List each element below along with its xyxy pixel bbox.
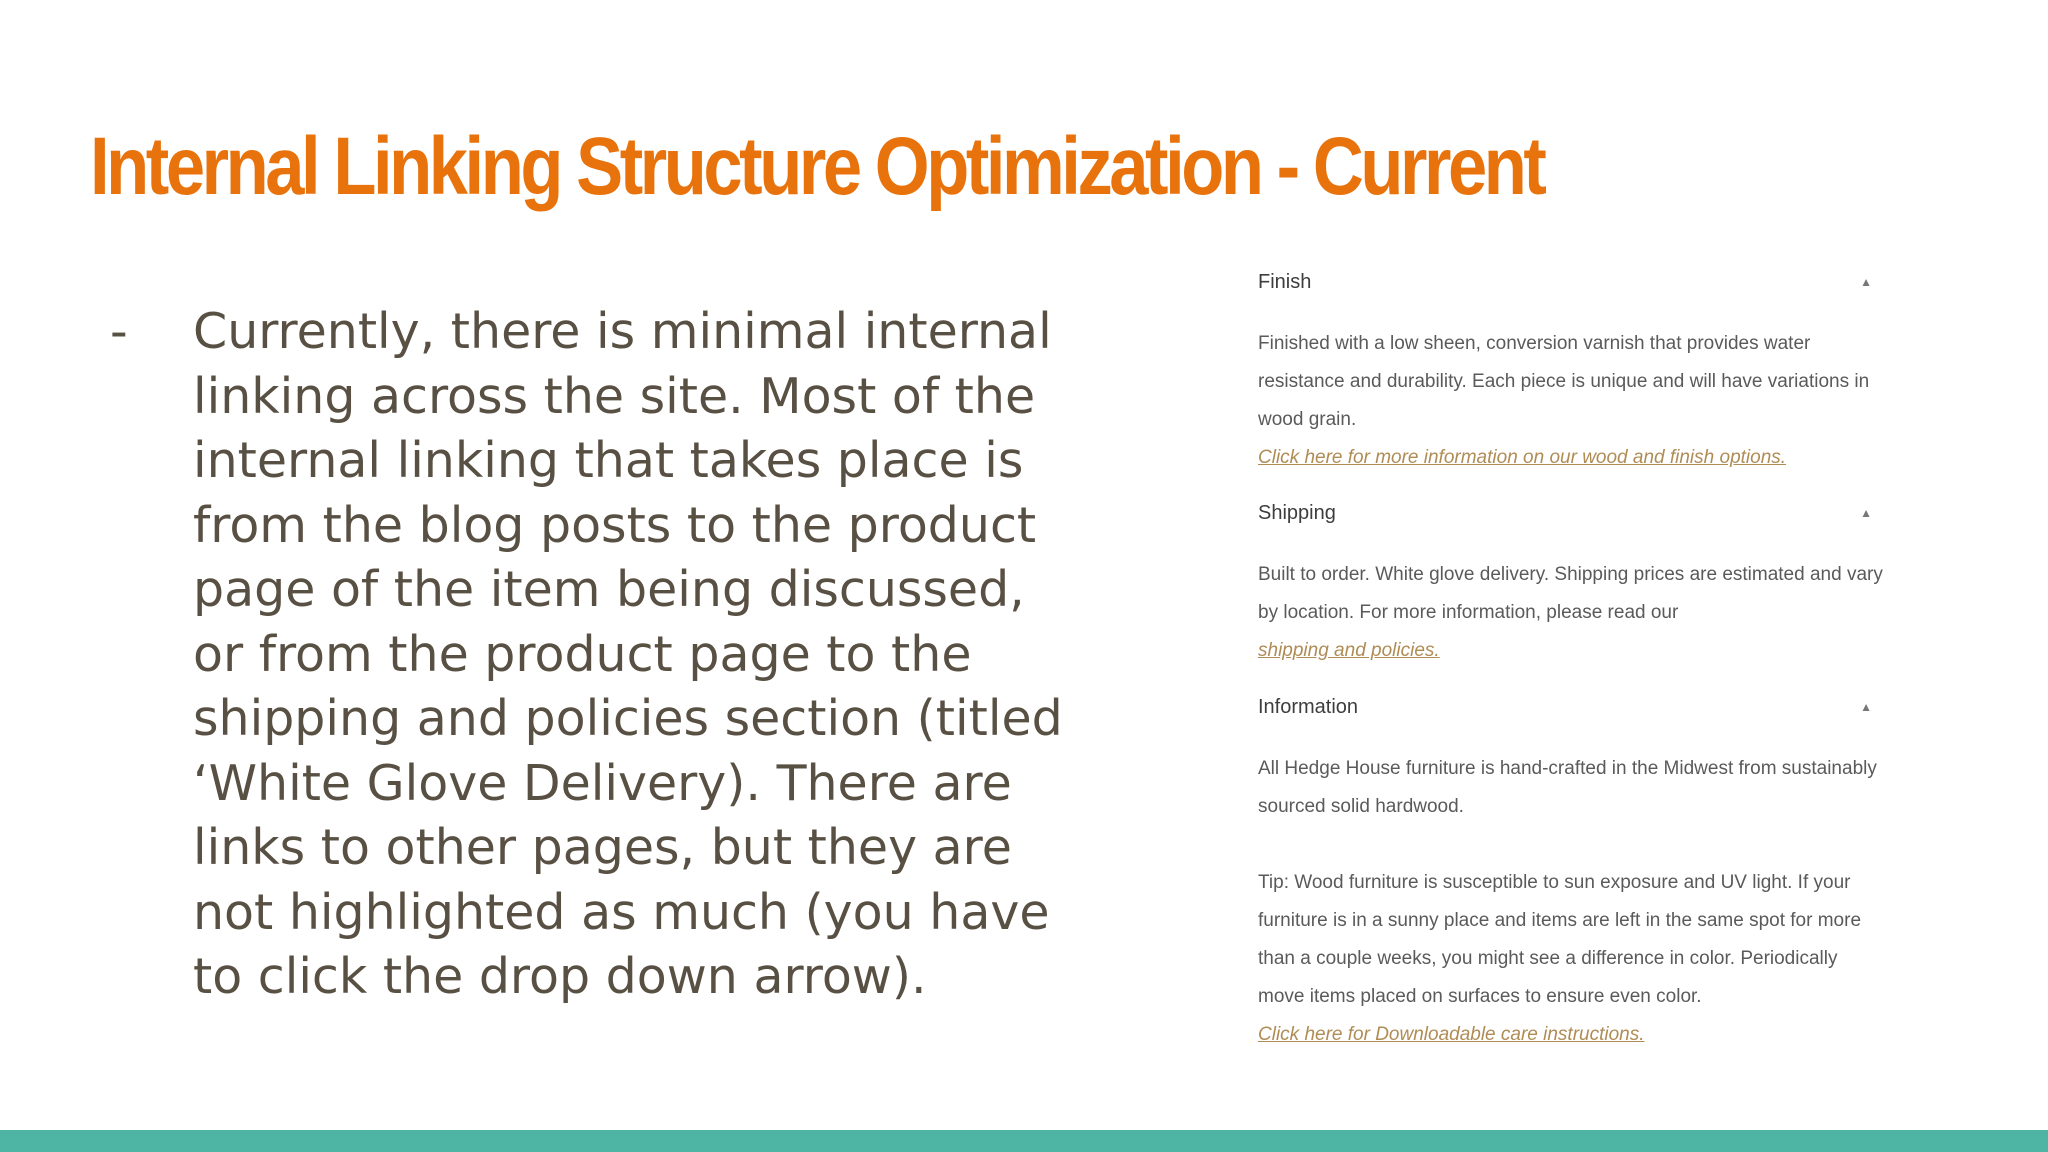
information-description: All Hedge House furniture is hand-crafted in the Midwest from sustainably sourced solid hardwood. bbox=[1258, 758, 1877, 817]
care-instructions-link[interactable]: Click here for Downloadable care instructions. bbox=[1258, 1024, 1645, 1045]
shipping-section-body bbox=[1258, 556, 1888, 670]
shipping-heading: Shipping bbox=[1258, 501, 1336, 524]
caret-up-icon[interactable]: ▲ bbox=[1860, 275, 1872, 289]
finish-heading: Finish bbox=[1258, 270, 1312, 293]
finish-section-body bbox=[1258, 325, 1888, 477]
wood-finish-link[interactable]: Click here for more information on our wood and finish options. bbox=[1258, 447, 1787, 468]
caret-up-icon[interactable]: ▲ bbox=[1860, 506, 1872, 520]
finish-section-header[interactable] bbox=[1258, 269, 1878, 295]
caret-up-icon[interactable]: ▲ bbox=[1860, 700, 1872, 714]
care-tip: Tip: Wood furniture is susceptible to sun exposure and UV light. If your furniture is in a sunny place and items are left in the same spot for more than a couple weeks, you might see a difference in color. Periodically move items placed on surfaces to ensure even color. bbox=[1258, 872, 1862, 1007]
information-heading: Information bbox=[1258, 695, 1359, 718]
bullet-marker: - bbox=[110, 303, 128, 360]
product-details-screenshot bbox=[1222, 255, 1912, 1090]
information-section-body bbox=[1258, 750, 1888, 1054]
bullet-list bbox=[110, 300, 1070, 1010]
footer-accent-bar bbox=[0, 1130, 2048, 1152]
shipping-description: Built to order. White glove delivery. Shipping prices are estimated and vary by location. For more information, please read our bbox=[1258, 564, 1883, 623]
information-section-header[interactable] bbox=[1258, 694, 1878, 720]
bullet-text: Currently, there is minimal internal linking across the site. Most of the internal linking that takes place is from the blog posts to the product page of the item being discussed, or from the product page to the shipping and policies section (titled ‘White Glove Delivery). There are links to other pages, but they are not highlighted as much (you have to click the drop down arrow). bbox=[193, 303, 1063, 1005]
shipping-section-header[interactable] bbox=[1258, 500, 1878, 526]
finish-description: Finished with a low sheen, conversion varnish that provides water resistance and durability. Each piece is unique and will have variations in wood grain. bbox=[1258, 333, 1870, 430]
slide-title: Internal Linking Structure Optimization - Current bbox=[90, 121, 1544, 212]
shipping-policies-link[interactable]: shipping and policies. bbox=[1258, 640, 1440, 661]
